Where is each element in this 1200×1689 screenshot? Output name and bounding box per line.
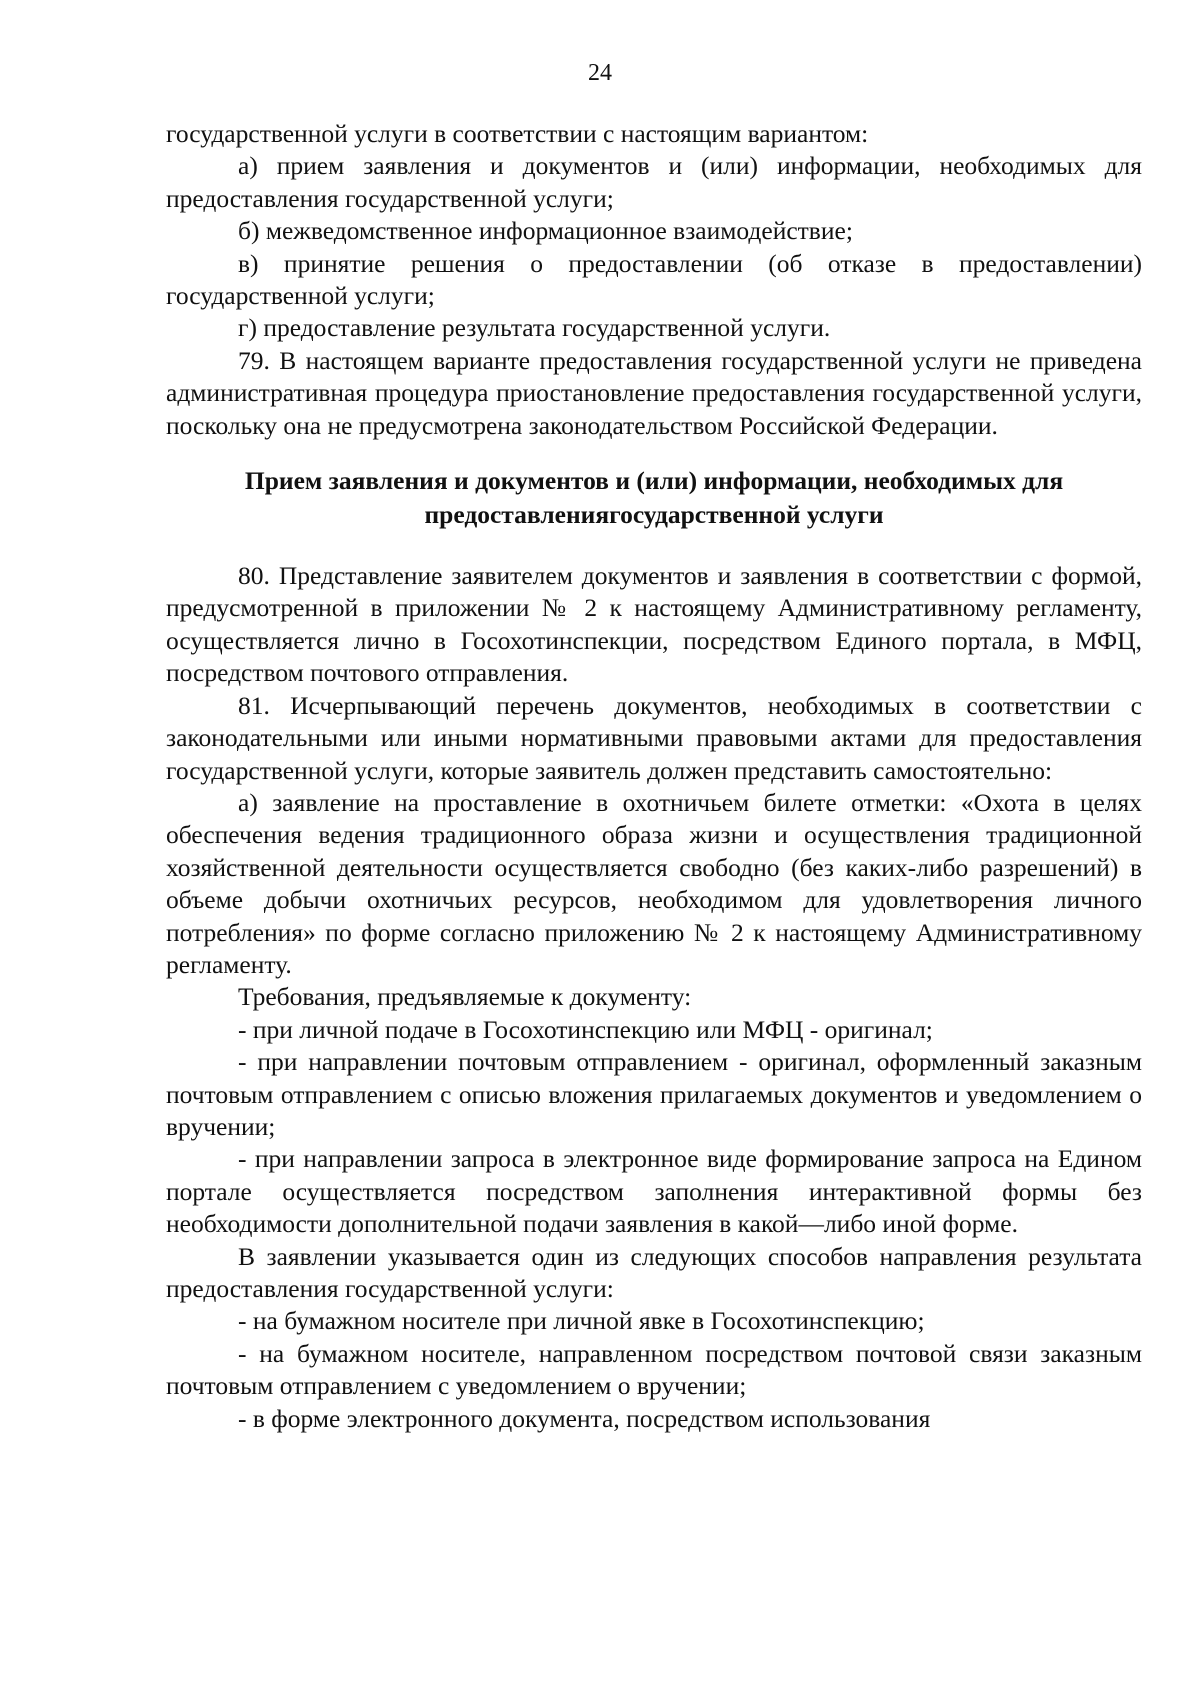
paragraph: Требования, предъявляемые к документу: [238,982,692,1012]
page-number: 24 [588,60,612,86]
list-item: - при личной подаче в Госохотинспекцию или МФЦ - оригинал; [238,1014,933,1044]
list-item: а) заявление на проставление в охотничьем билете отметки: «Охота в целях обеспечения ведения традиционного образа жизни и осуществления традиционной хозяйственной деятельности осуществляется свободно (без каких-либо разрешений) в объеме добычи охотничьих ресурсов, необходимом для удовлетворения личного потребления» по форме согласно приложению № 2 к настоящему Административному регламенту. [166,787,1142,979]
paragraph-81: 81. Исчерпывающий перечень документов, необходимых в соответствии с законодательными или иными нормативными правовыми актами для предоставления государственной услуги, которые заявитель должен представить самостоятельно: [166,690,1142,785]
paragraph: государственной услуги в соответствии с настоящим вариантом: [166,119,869,148]
list-item: б) межведомственное информационное взаимодействие; [238,216,853,246]
paragraph-79: 79. В настоящем варианте предоставления государственной услуги не приведена административная процедура приостановление предоставления государственной услуги, поскольку она не предусмотрена законодательством Российской Федерации. [166,345,1142,440]
section-heading-line: предоставлениягосударственной услуги [424,500,884,530]
section-heading [166,464,1142,532]
list-item: в) принятие решения о предоставлении (об отказе в предоставлении) государственной услуги; [166,248,1142,311]
list-item: - при направлении почтовым отправлением - оригинал, оформленный заказным почтовым отправлением с описью вложения прилагаемых документов и уведомлением о вручении; [166,1047,1142,1141]
list-item: - в форме электронного документа, посредством использования [238,1403,931,1433]
list-item: - на бумажном носителе, направленном посредством почтовой связи заказным почтовым отправлением с уведомлением о вручении; [166,1338,1142,1401]
paragraph-80: 80. Представление заявителем документов и заявления в соответствии с формой, предусмотренной в приложении № 2 к настоящему Административному регламенту, осуществляется лично в Госохотинспекции, посредством Единого портала, в МФЦ, посредством почтового отправления. [166,561,1142,688]
section-heading-line: Прием заявления и документов и (или) информации, необходимых для [244,466,1064,496]
paragraph: В заявлении указывается один из следующих способов направления результата предоставления государственной услуги: [166,1241,1142,1303]
list-item: г) предоставление результата государственной услуги. [238,313,831,343]
document-body [166,118,1142,1435]
list-item: - на бумажном носителе при личной явке в Госохотинспекцию; [238,1306,925,1336]
list-item: - при направлении запроса в электронное виде формирование запроса на Едином портале осуществляется посредством заполнения интерактивной формы без необходимости дополнительной подачи заявления в какой—либо иной форме. [166,1144,1142,1239]
list-item: а) прием заявления и документов и (или) информации, необходимых для предоставления государственной услуги; [166,151,1142,213]
